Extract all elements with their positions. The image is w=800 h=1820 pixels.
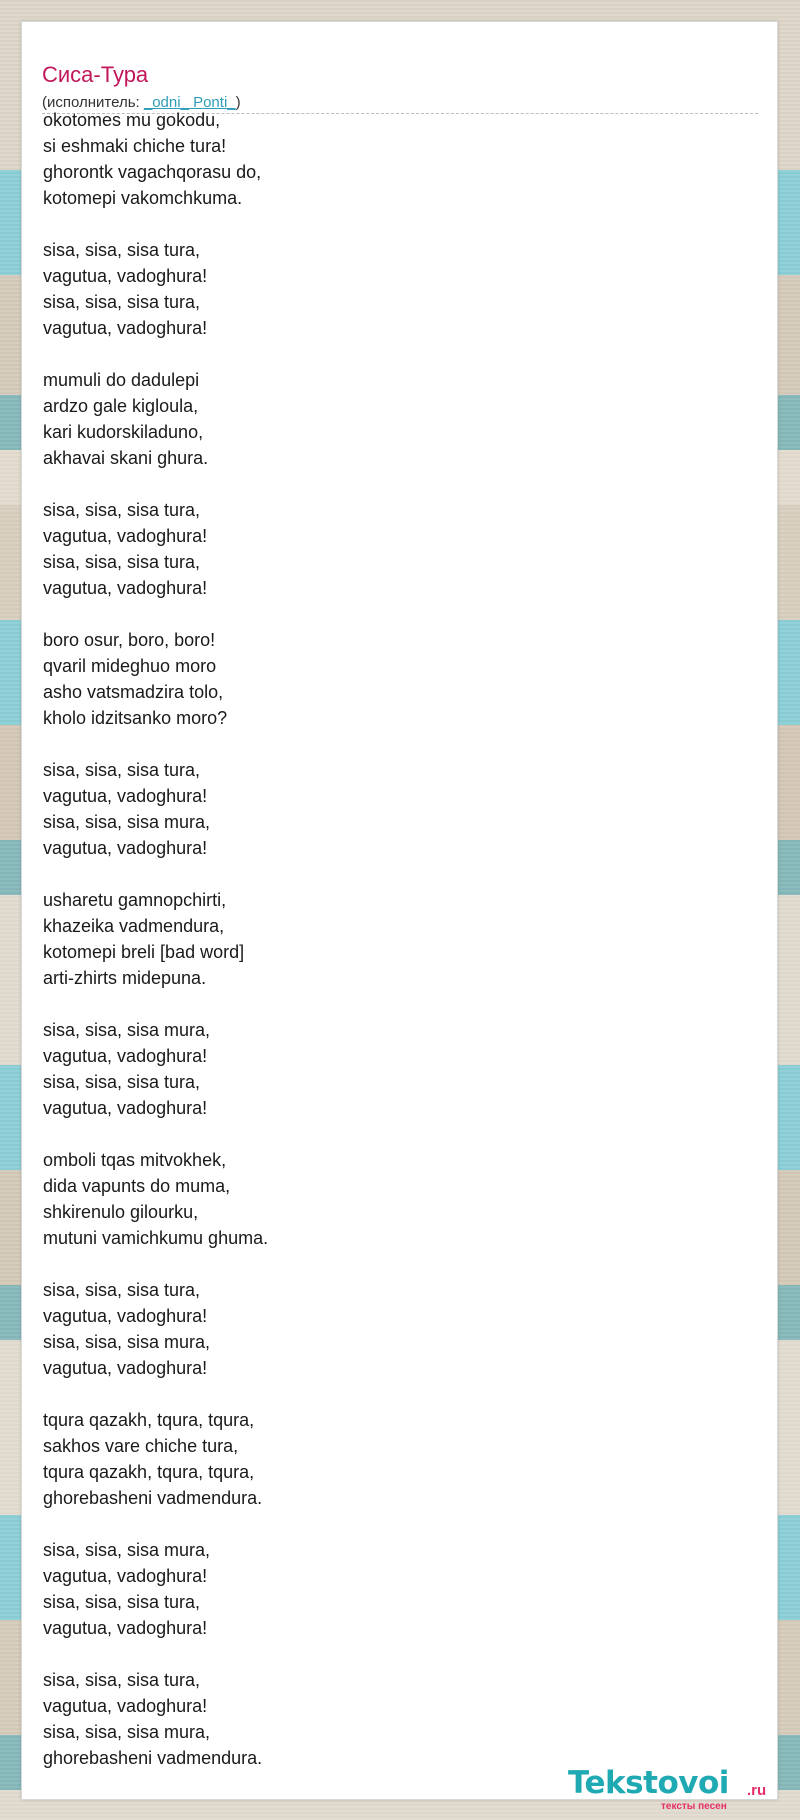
stanza-break [43,1641,743,1667]
lyric-line: vagutua, vadoghura! [43,838,208,858]
lyric-line: asho vatsmadzira tolo, [43,682,224,702]
song-header [42,42,758,114]
lyric-line: ardzo gale kigloula, [43,396,199,416]
lyric-line: sisa, sisa, sisa tura, [43,500,201,520]
artist-link[interactable]: _odni_ Ponti_ [143,94,236,111]
lyric-line: ghorebasheni vadmendura. [43,1748,263,1768]
stanza-break [43,601,743,627]
lyric-line: kotomepi vakomchkuma. [43,188,243,208]
lyric-line: sisa, sisa, sisa tura, [43,1670,201,1690]
lyric-line: tqura qazakh, tqura, tqura, [43,1410,255,1430]
artist-prefix: (исполнитель: [42,94,144,111]
lyric-line: sisa, sisa, sisa mura, [43,1332,211,1352]
lyric-line: sisa, sisa, sisa tura, [43,1280,201,1300]
lyric-line: vagutua, vadoghura! [43,1306,208,1326]
lyric-line: ghorebasheni vadmendura. [43,1488,263,1508]
stanza-break [43,1381,743,1407]
lyric-line: vagutua, vadoghura! [43,786,208,806]
song-title: Сиса-Тура [42,62,149,87]
lyric-line: mutuni vamichkumu ghuma. [43,1228,269,1248]
lyric-line: akhavai skani ghura. [43,448,209,468]
lyric-line: mumuli do dadulepi [43,370,200,390]
logo-tagline: тексты песен [661,1801,727,1812]
lyric-line: omboli tqas mitvokhek, [43,1150,227,1170]
stanza-break [43,341,743,367]
lyric-line: dida vapunts do muma, [43,1176,231,1196]
lyric-line: arti-zhirts midepuna. [43,968,207,988]
lyric-line: kholo idzitsanko moro? [43,708,228,728]
stanza-break [43,1251,743,1277]
lyric-line: vagutua, vadoghura! [43,1358,208,1378]
lyric-line: sisa, sisa, sisa tura, [43,292,201,312]
site-logo[interactable] [568,1765,772,1814]
lyric-line: vagutua, vadoghura! [43,318,208,338]
lyrics-text [43,107,743,1771]
logo-domain: .ru [747,1782,767,1799]
lyric-line: vagutua, vadoghura! [43,1566,208,1586]
lyric-line: sisa, sisa, sisa mura, [43,812,211,832]
lyric-line: khazeika vadmendura, [43,916,225,936]
stanza-break [43,731,743,757]
lyric-line: kari kudorskiladuno, [43,422,204,442]
lyric-line: boro osur, boro, boro! [43,630,216,650]
lyric-line: vagutua, vadoghura! [43,1046,208,1066]
lyrics-card [21,21,778,1800]
lyric-line: vagutua, vadoghura! [43,526,208,546]
lyric-line: usharetu gamnopchirti, [43,890,227,910]
lyric-line: sisa, sisa, sisa tura, [43,1592,201,1612]
lyric-line: vagutua, vadoghura! [43,1618,208,1638]
stanza-break [43,211,743,237]
artist-suffix: ) [235,94,241,111]
lyric-line: sisa, sisa, sisa mura, [43,1020,211,1040]
lyric-line: si eshmaki chiche tura! [43,136,227,156]
lyric-line: sakhos vare chiche tura, [43,1436,239,1456]
logo-wordmark: Tekstovoi [568,1765,729,1801]
lyric-line: vagutua, vadoghura! [43,1696,208,1716]
lyric-line: shkirenulo gilourku, [43,1202,199,1222]
lyric-line: sisa, sisa, sisa tura, [43,760,201,780]
stanza-break [43,1121,743,1147]
lyric-line: kotomepi breli [bad word] [43,942,245,962]
stanza-break [43,471,743,497]
stanza-break [43,861,743,887]
stanza-break [43,1511,743,1537]
lyric-line: vagutua, vadoghura! [43,266,208,286]
lyric-line: sisa, sisa, sisa tura, [43,1072,201,1092]
lyric-line: qvaril mideghuo moro [43,656,217,676]
lyric-line: sisa, sisa, sisa tura, [43,552,201,572]
lyric-line: tqura qazakh, tqura, tqura, [43,1462,255,1482]
lyric-line: ghorontk vagachqorasu do, [43,162,262,182]
lyric-line: vagutua, vadoghura! [43,578,208,598]
lyric-line: sisa, sisa, sisa tura, [43,240,201,260]
lyric-line: sisa, sisa, sisa mura, [43,1540,211,1560]
stanza-break [43,991,743,1017]
lyric-line: sisa, sisa, sisa mura, [43,1722,211,1742]
lyric-line: okotomes mu gokodu, [43,110,221,130]
lyric-line: vagutua, vadoghura! [43,1098,208,1118]
